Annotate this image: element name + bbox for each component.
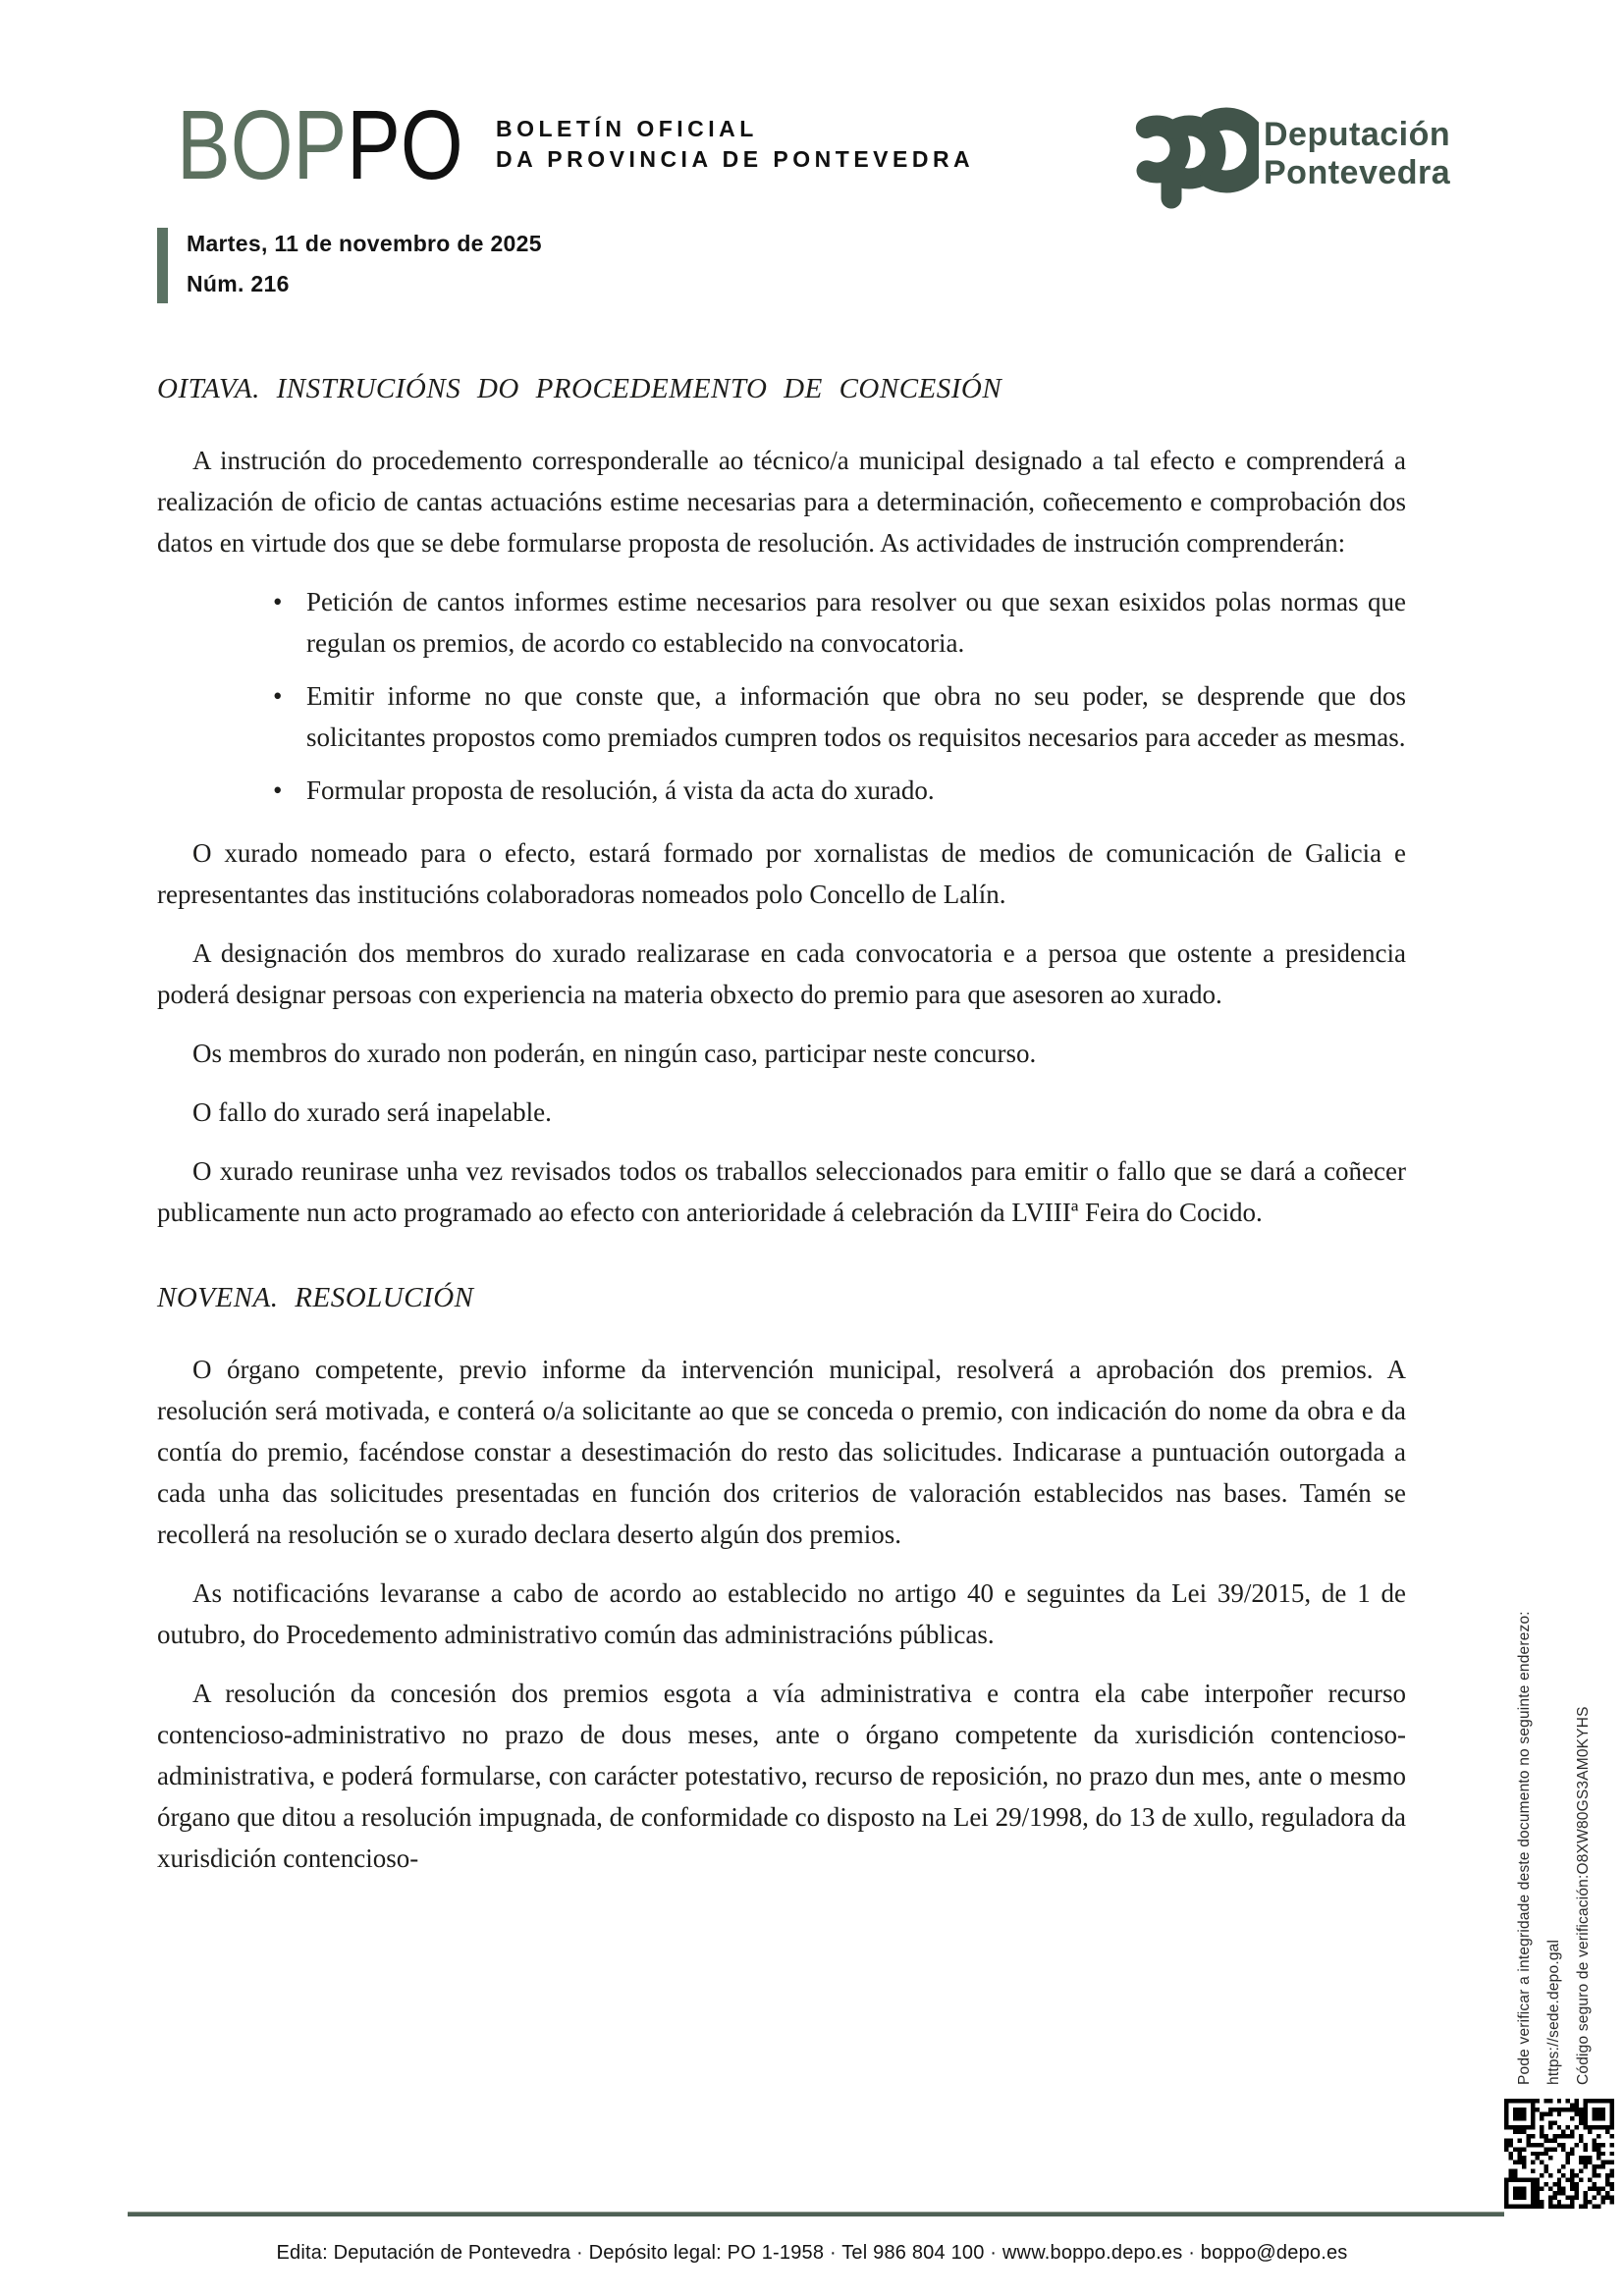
deputacion-name-line1: Deputación — [1264, 116, 1451, 153]
body-paragraph: O órgano competente, previo informe da intervención municipal, resolverá a aprobación dos premios. A resolución será motivada, e conterá o/a solicitante ao que se conceda o premio, con indicación do nome da obra e da contía do premio, facéndose constar a desestimación do resto das solicitudes. Indicarase a puntuación outorgada a cada unha das solicitudes presentadas en función dos criterios de valoración establecidos nas bases. Tamén se recollerá na resolución se o xurado declara deserto algún dos premios. — [157, 1355, 1406, 1549]
masthead-subtitle — [496, 114, 974, 175]
body-paragraph: A designación dos membros do xurado realizarase en cada convocatoria e a persoa que ostente a presidencia poderá designar persoas con experiencia na materia obxecto do premio para que asesoren ao xurado. — [157, 938, 1406, 1009]
body-paragraph: A instrución do procedemento corresponderalle ao técnico/a municipal designado a tal efecto e comprenderá a realización de oficio de cantas actuacións estime necesarias para a determinación, coñecemento e comprobación dos datos en virtude dos que se debe formularse proposta de resolución. As actividades de instrución comprenderán: — [157, 446, 1406, 558]
section-heading: NOVENA. RESOLUCIÓN — [157, 1282, 474, 1313]
footer-divider — [128, 2212, 1504, 2216]
body-paragraph: O xurado nomeado para o efecto, estará formado por xornalistas de medios de comunicación de Galicia e representantes das institucións colaboradoras nomeados polo Concello de Lalín. — [157, 838, 1406, 909]
body-paragraph: As notificacións levaranse a cabo de acordo ao establecido no artigo 40 e seguintes da Lei 39/2015, de 1 de outubro, do Procedemento administrativo común das administracións públicas. — [157, 1578, 1406, 1649]
qr-code-icon — [1504, 2099, 1614, 2209]
bullet-list-item: • Formular proposta de resolución, á vista da acta do xurado. — [306, 770, 1406, 811]
section-heading: OITAVA. INSTRUCIÓNS DO PROCEDEMENTO DE CONCESIÓN — [157, 373, 1002, 404]
deputacion-crescents-logo-icon — [1131, 104, 1259, 219]
issue-date: Martes, 11 de novembro de 2025 — [187, 231, 542, 256]
verification-note: Pode verificar a integridade deste documento no seguinte enderezo: — [1516, 1611, 1533, 2085]
bullet-list — [157, 581, 1406, 811]
verification-code: Código seguro de verificación:O8XW80GS3AM0KYHS — [1575, 1706, 1592, 2085]
bullet-list-item: • Emitir informe no que conste que, a información que obra no seu poder, se desprende que dos solicitantes propostos como premiados cumpren todos os requisitos necesarios para acceder as mesmas. — [306, 675, 1406, 758]
boppo-masthead-logo — [177, 90, 463, 200]
body-paragraph: A resolución da concesión dos premios esgota a vía administrativa e contra ela cabe interpoñer recurso contencioso-administrativo no prazo de dous meses, ante o órgano competente da xurisdición contencioso-administrativa, e poderá formularse, con carácter potestativo, recurso de reposición, no prazo dun mes, ante o mesmo órgano que ditou a resolución impugnada, de conformidade co disposto na Lei 29/1998, do 13 de xullo, reguladora da xurisdición contencioso- — [157, 1679, 1406, 1873]
subtitle-line1: BOLETÍN OFICIAL — [496, 116, 758, 141]
body-paragraph: Os membros do xurado non poderán, en ningún caso, participar neste concurso. — [192, 1039, 1037, 1068]
bullet-list-item: • Petición de cantos informes estime necesarios para resolver ou que sexan esixidos polas normas que regulan os premios, de acordo co establecido na convocatoria. — [306, 581, 1406, 664]
body-paragraph: O xurado reunirase unha vez revisados todos os traballos seleccionados para emitir o fallo que se dará a coñecer publicamente nun acto programado ao efecto con anterioridade á celebración da LVIIIª Feira do Cocido. — [157, 1156, 1406, 1227]
masthead-po-text: PO — [347, 90, 463, 200]
verification-url: https://sede.depo.gal — [1545, 1939, 1562, 2085]
deputacion-name-line2: Pontevedra — [1264, 154, 1451, 191]
subtitle-line2: DA PROVINCIA DE PONTEVEDRA — [496, 146, 975, 172]
masthead-bop-text: BOP — [177, 90, 348, 200]
issue-date-block — [157, 228, 542, 303]
footer-edit-line: Edita: Deputación de Pontevedra · Depósito legal: PO 1-1958 · Tel 986 804 100 · www.boppo.depo.es · boppo@depo.es — [276, 2242, 1348, 2264]
body-paragraph: O fallo do xurado será inapelable. — [192, 1097, 552, 1127]
deputacion-name — [1264, 116, 1450, 192]
issue-number: Núm. 216 — [187, 271, 290, 296]
verification-sidebar — [1510, 1592, 1598, 2085]
document-body — [157, 369, 1406, 1896]
